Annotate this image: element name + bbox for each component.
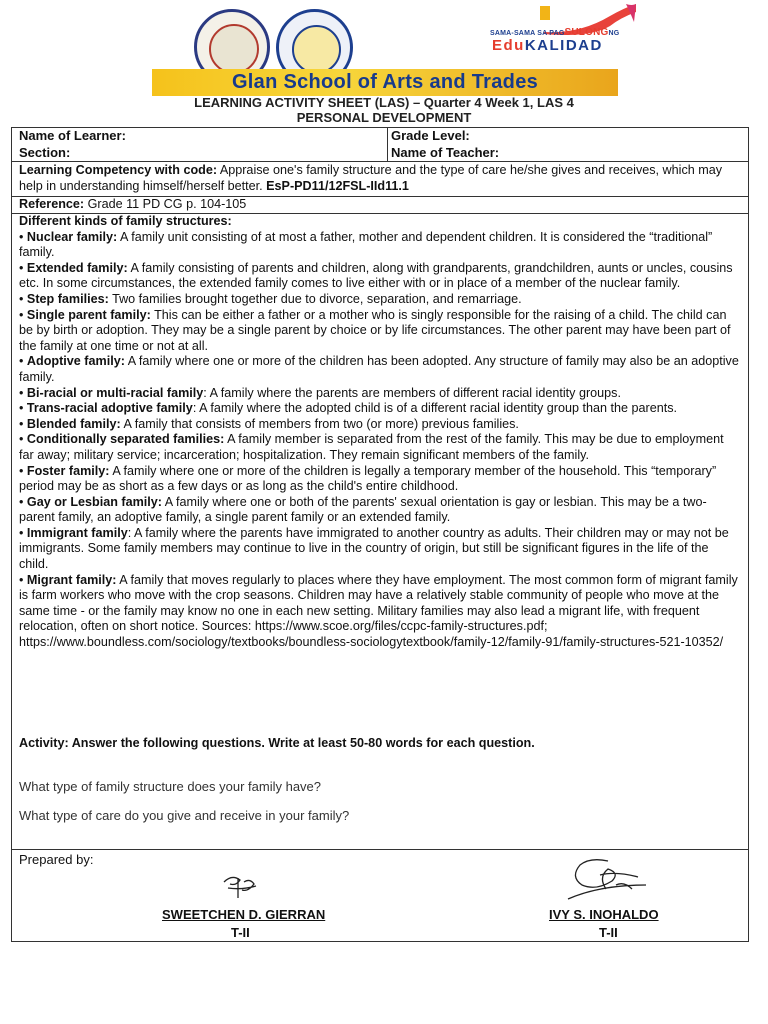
learner-name-label: Name of Learner: — [19, 128, 126, 143]
item-desc: : A family where the parents have immigrated to another country as adults. Their children may or may not be immigrants. Some family members may continue to live in the country of origin, but still be significant figures in the life of the child. — [19, 525, 729, 572]
item-desc: A family consisting of parents and children, along with grandparents, grandchildren, aunts or uncles, cousins etc. In some circumstances, the extended family comes to live either with or in place of a member of the nuclear family. — [19, 260, 733, 291]
item-term: Conditionally separated families: — [26, 432, 225, 447]
preparer-2-position: T-II — [599, 925, 618, 940]
list-item: • Bi-racial or multi-racial family: A family where the parents are members of different racial identity groups. — [19, 385, 621, 400]
preparer-2-name: IVY S. INOHALDO — [549, 907, 659, 922]
list-item: • Extended family: A family consisting of parents and children, along with grandparents, grandchildren, aunts or uncles, cousins etc. In some circumstances, the extended family comes to live either with or in place of a member of the nuclear family. — [19, 260, 733, 291]
item-term: Bi-racial or multi-racial family — [26, 385, 204, 400]
list-item: • Single parent family: This can be either a father or a mother who is singly responsible for the raising of a child. The child can be by birth or adoption. They may be a single parent by choice or by life circumstances. The other parent may have been part of the family at one time or not at all. — [19, 307, 731, 353]
item-term: Adoptive family: — [26, 354, 125, 369]
brand-word-edu: Edu — [492, 37, 525, 54]
reference-label: Reference: — [19, 197, 85, 211]
question-1: What type of family structure does your family have? — [19, 779, 322, 794]
activity-instruction: Activity: Answer the following questions. Write at least 50-80 words for each question. — [19, 736, 535, 750]
competency-label: Learning Competency with code: — [19, 163, 218, 177]
list-item: • Blended family: A family that consists of members from two (or more) previous families. — [19, 416, 519, 431]
reference-text: Grade 11 PD CG p. 104-105 — [84, 197, 247, 211]
signature-1-image — [218, 868, 262, 902]
divider-line — [11, 161, 749, 162]
item-term: Migrant family: — [26, 572, 117, 587]
item-term: Foster family: — [26, 463, 110, 478]
item-term: Gay or Lesbian family: — [26, 494, 162, 509]
list-item: • Gay or Lesbian family: A family where one or both of the parents' sexual orientation is gay or lesbian. This may be a two-parent family, an adoptive family, a single parent family or an extended family. — [19, 494, 707, 525]
section-label: Section: — [19, 145, 71, 160]
las-title: LEARNING ACTIVITY SHEET (LAS) – Quarter 4 Week 1, LAS 4 — [194, 95, 574, 110]
item-desc: A family that consists of members from two (or more) previous families. — [120, 416, 519, 431]
item-desc: A family member is separated from the rest of the family. This may be due to employment far away; military service; incarceration; hospitalization. They remain significant members of the family. — [19, 432, 724, 462]
content-heading: Different kinds of family structures: — [19, 214, 232, 228]
competency-code: EsP-PD11/12FSL-IId11.1 — [266, 178, 409, 193]
brand-wordmark — [492, 37, 603, 54]
list-item: • Step families: Two families brought together due to divorce, separation, and remarriage. — [19, 291, 522, 306]
item-term: Nuclear family: — [26, 229, 118, 244]
item-desc: A family where one or both of the parents' sexual orientation is gay or lesbian. This may be a two-parent family, an adoptive family, a single parent family or an extended family. — [19, 494, 707, 525]
item-term: Trans-racial adoptive family — [26, 401, 193, 416]
learning-competency — [19, 163, 739, 194]
brand-tagline-pre: SAMA-SAMA SA PAG — [490, 30, 565, 37]
item-term: Extended family: — [26, 260, 128, 275]
divider-line — [387, 127, 388, 161]
preparer-1-position: T-II — [231, 925, 250, 940]
reference — [19, 197, 246, 211]
list-item: • Immigrant family: A family where the parents have immigrated to another country as adults. Their children may or may not be immigrants. Some family members may continue to live in the country of origin, but still be significant figures in the life of the child. — [19, 525, 729, 572]
list-item: • Migrant family: A family that moves regularly to places where they have employment. The most common form of migrant family is farm workers who move with the crop seasons. Children may have a relatively stable community of people who move at the same time - or the family may know no one in each new setting. Military families may also lead a migrant life, with frequent relocation, often on short notice. Sources: https://www.scoe.org/files/ccpc-family-structures.pdf; https://www.boundless.com/sociology/textbooks/boundless-sociologytextbook/family-12/family-91/family-structures-521-10352/ — [19, 572, 738, 650]
item-term: Step families: — [26, 291, 109, 306]
signature-2-image — [560, 855, 650, 909]
item-term: Blended family: — [26, 416, 121, 431]
divider-line — [11, 849, 749, 850]
preparer-1-name: SWEETCHEN D. GIERRAN — [162, 907, 326, 922]
brand-word-kalidad: KALIDAD — [524, 37, 603, 54]
item-desc: : A family where the adopted child is of a different racial identity group than the parents. — [192, 401, 678, 416]
brand-tagline-post: NG — [608, 30, 620, 37]
school-name: Glan School of Arts and Trades — [231, 71, 539, 93]
item-term: Single parent family: — [26, 307, 151, 322]
item-desc: This can be either a father or a mother who is singly responsible for the raising of a child. The child can be by birth or adoption. They may be a single parent by choice or by life circumstances. The other parent may have been part of the family at one time or not at all. — [19, 307, 731, 353]
brand-tagline-sulong: SULONG — [564, 27, 609, 38]
grade-level-label: Grade Level: — [391, 128, 470, 143]
item-desc: A family where one or more of the children is legally a temporary member of the household. This “temporary” period may be as short as a few days or as long as the child's entire childhood. — [19, 463, 717, 494]
teacher-name-label: Name of Teacher: — [391, 145, 500, 160]
item-desc: A family where one or more of the children has been adopted. Any structure of family may also be an adoptive family. — [19, 354, 739, 384]
item-desc: A family that moves regularly to places where they have employment. The most common form of migrant family is farm workers who move with the crop seasons. Children may have a relatively stable community of people who move at the same time - or the family may know no one in each new setting. Military families may also lead a migrant life, with frequent relocation, often on short notice. Sources: https://www.scoe.org/files/ccpc-family-structures.pdf; https://www.boundless.com/sociology/textbooks/boundless-sociologytextbook/family-12/family-91/family-structures-521-10352/ — [19, 572, 738, 650]
list-item: • Adoptive family: A family where one or more of the children has been adopted. Any structure of family may also be an adoptive family. — [19, 354, 739, 384]
family-structures-content — [19, 214, 741, 651]
list-item: • Nuclear family: A family unit consisting of at most a father, mother and dependent children. It is considered the “traditional” family. — [19, 229, 713, 260]
item-desc: Two families brought together due to divorce, separation, and remarriage. — [108, 291, 522, 306]
prepared-by-label: Prepared by: — [19, 852, 94, 867]
item-term: Immigrant family — [26, 525, 128, 540]
question-2: What type of care do you give and receive in your family? — [19, 808, 350, 823]
item-desc: A family unit consisting of at most a father, mother and dependent children. It is considered the “traditional” family. — [19, 229, 713, 260]
list-item: • Foster family: A family where one or more of the children is legally a temporary member of the household. This “temporary” period may be as short as a few days or as long as the child's entire childhood. — [19, 463, 717, 494]
competency-text: Appraise one's family structure and the type of care he/she gives and receives, which may help in understanding himself/herself better. — [19, 163, 723, 193]
item-desc: : A family where the parents are members of different racial identity groups. — [203, 385, 621, 400]
list-item: • Conditionally separated families: A family member is separated from the rest of the family. This may be due to employment far away; military service; incarceration; hospitalization. They remain significant members of the family. — [19, 432, 724, 462]
las-subject: PERSONAL DEVELOPMENT — [296, 110, 472, 125]
list-item: • Trans-racial adoptive family: A family where the adopted child is of a different racial identity group than the parents. — [19, 401, 678, 416]
